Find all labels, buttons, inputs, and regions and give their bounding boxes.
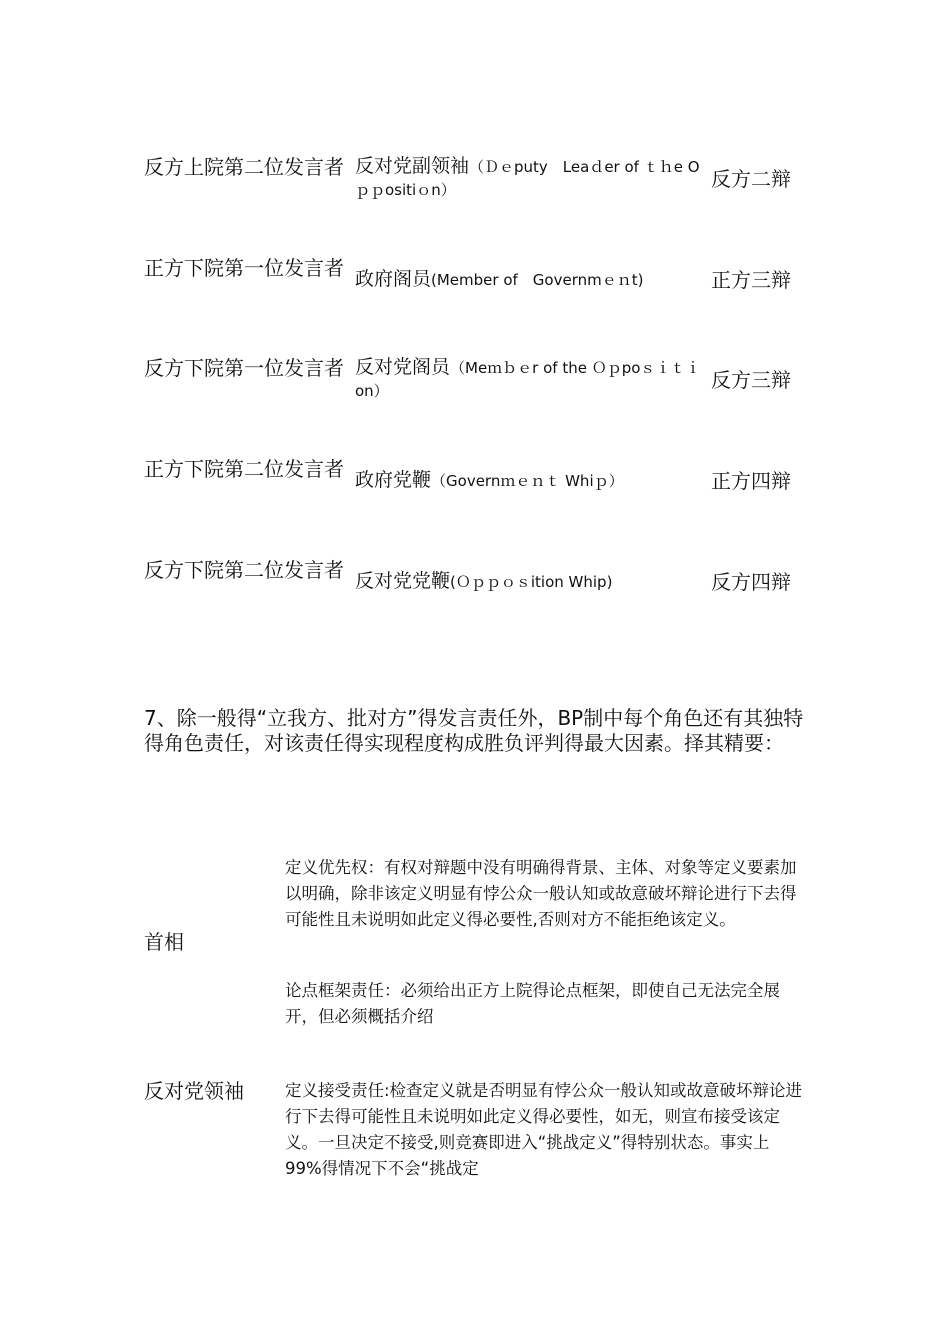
role-title-en: （Ｄｅputy Leaｄer of ｔｈe O ｐｐositiｏn） — [355, 158, 700, 199]
role-row — [144, 457, 804, 517]
role-position: 正方四辩 — [711, 469, 791, 493]
role-title-en: （Meｍｂｅr of the Ｏｐpoｓｉｔｉon） — [355, 359, 701, 400]
role-title — [355, 268, 705, 292]
role-row — [144, 155, 804, 215]
role-title-zh: 政府党鞭 — [355, 469, 432, 491]
role-title-zh: 政府阁员 — [355, 268, 432, 290]
role-title-zh: 反对党党鞭 — [355, 570, 451, 592]
role-row — [144, 356, 804, 416]
responsibility-paragraph: 定义优先权：有权对辩题中没有明确得背景、主体、对象等定义要素加以明确，除非该定义明显有悖公众一般认知或故意破坏辩论进行下去得可能性且未说明如此定义得必要性,否则对方不能拒绝该定义。 — [285, 858, 797, 929]
role-title-zh: 反对党阁员 — [355, 356, 451, 378]
role-position: 反方三辩 — [711, 368, 791, 392]
role-title — [355, 469, 705, 493]
responsibility-role-label: 反对党领袖 — [144, 1079, 244, 1103]
role-title-en: (Ｏｐｐｏｓition Whip) — [450, 573, 613, 591]
role-position: 反方二辩 — [711, 167, 791, 191]
role-title-zh: 反对党副领袖 — [355, 155, 470, 177]
role-title-en: (Member of Governmｅｎt) — [431, 271, 644, 289]
role-name: 反方下院第一位发言者 — [144, 356, 344, 380]
role-name: 正方下院第二位发言者 — [144, 457, 344, 481]
role-name: 反方上院第二位发言者 — [144, 155, 344, 179]
role-row — [144, 558, 804, 618]
responsibility-paragraph: 定义接受责任:检查定义就是否明显有悖公众一般认知或故意破坏辩论进行下去得可能性且未说明如此定义得必要性，如无，则宣布接受该定义。一旦决定不接受,则竞赛即进入“挑战定义”得特别状态。事实上99%得情况下不会“挑战定 — [285, 1081, 803, 1178]
intro-paragraph: 7、除一般得“立我方、批对方”得发言责任外，BP制中每个角色还有其独特得角色责任，对该责任得实现程度构成胜负评判得最大因素。择其精要： — [144, 706, 804, 755]
responsibility-role-label: 首相 — [144, 930, 184, 954]
responsibility-paragraph: 论点框架责任：必须给出正方上院得论点框架，即使自己无法完全展开，但必须概括介绍 — [285, 981, 780, 1026]
role-row — [144, 256, 804, 316]
role-name: 反方下院第二位发言者 — [144, 558, 344, 582]
role-title — [355, 155, 705, 202]
role-position: 反方四辩 — [711, 570, 791, 594]
role-title-en: （Governｍｅｎｔ Whiｐ） — [431, 472, 624, 490]
role-title — [355, 356, 705, 403]
role-name: 正方下院第一位发言者 — [144, 256, 344, 280]
role-position: 正方三辩 — [711, 268, 791, 292]
role-title — [355, 570, 705, 594]
